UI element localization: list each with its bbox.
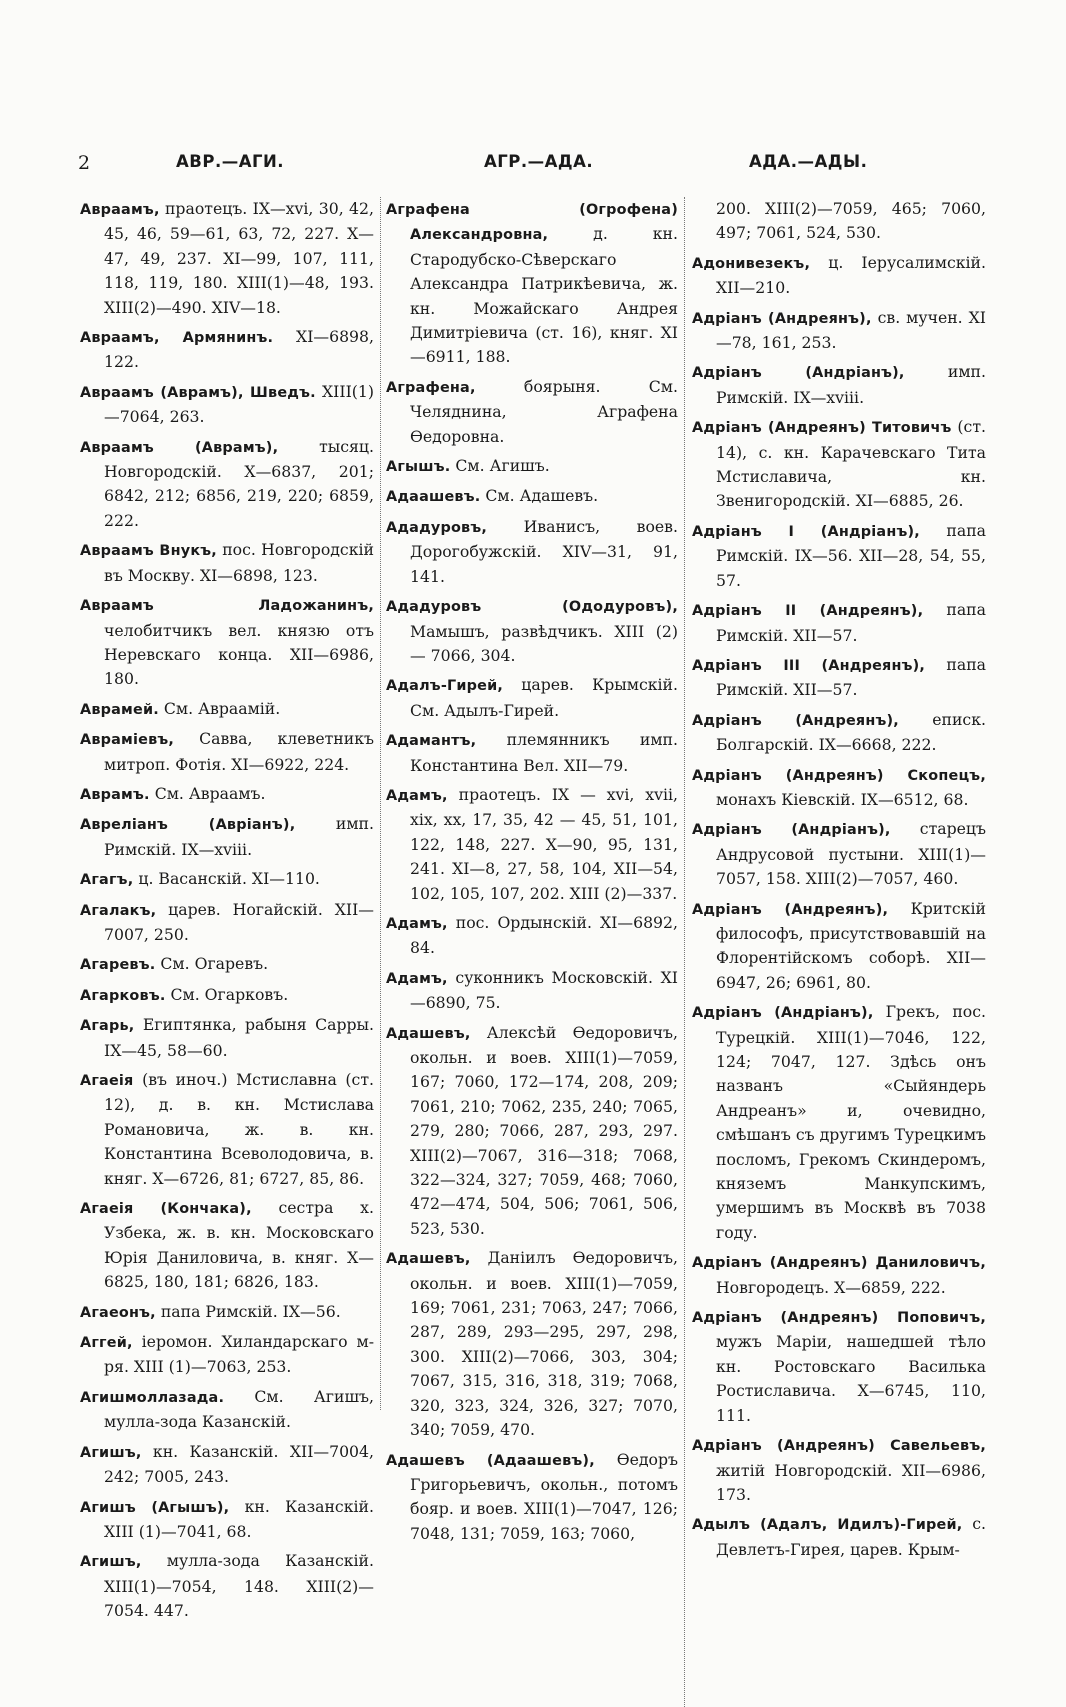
- entry-text: Новгородецъ. X—6859, 222.: [716, 1277, 946, 1297]
- running-head-left: АВР.—АГИ.: [176, 152, 285, 171]
- entry-headword: Адріанъ (Андреянъ) Даниловичъ,: [692, 1255, 986, 1272]
- index-entry: [692, 1512, 986, 1562]
- entry-headword: Адріанъ (Андреянъ) Титовичъ: [692, 420, 952, 437]
- index-entry: [80, 1385, 374, 1435]
- entry-text: Өедоръ Григорьевичъ, окольн., потомъ бояр. и воев. XIII(1)—7047, 126; 7048, 131; 7059, 163; 7060,: [410, 1449, 678, 1543]
- entry-text: д. кн. Стародубско-Сѣверскаго Александра Патрикѣевича, ж. кн. Можайскаго Андрея Димитріевича (ст. 16), княг. XI—6911, 188.: [410, 224, 678, 367]
- entry-text: племянникъ имп. Константина Вел. XII—79.: [410, 730, 678, 775]
- running-head-right: АДА.—АДЫ.: [749, 152, 868, 171]
- index-entry: [80, 380, 374, 430]
- entry-headword: Адашевъ,: [386, 1025, 471, 1042]
- index-entry: [80, 1013, 374, 1063]
- index-entry: [80, 1330, 374, 1380]
- entry-text: папа Римскій. XII—57.: [716, 654, 986, 700]
- entry-headword: Адріанъ (Андріанъ),: [692, 365, 905, 382]
- entry-text: имп. Римскій. IX—xviii.: [716, 362, 987, 407]
- index-entry: [80, 812, 374, 862]
- entry-headword: Авраамъ (Аврамъ),: [80, 439, 279, 456]
- entry-text: іеромон. Хиландарскаго м-ря. XIII (1)—7063, 253.: [104, 1332, 374, 1377]
- entry-text: См. Адашевъ.: [480, 486, 599, 506]
- entry-text: суконникъ Московскій. XI—6890, 75.: [410, 967, 678, 1013]
- entry-text: царев. Крымскій. См. Адылъ-Гирей.: [410, 675, 678, 720]
- page-header: [78, 152, 998, 182]
- entry-text: ц. Іерусалимскій. XII—210.: [716, 252, 986, 298]
- entry-text: кн. Казанскій. XII—7004, 242; 7005, 243.: [104, 1441, 374, 1487]
- index-entry: [386, 197, 678, 370]
- index-entry: [80, 538, 374, 588]
- entry-text: царев. Ногайскій. XII—7007, 250.: [104, 899, 374, 944]
- entry-headword: Адріанъ (Андреянъ) Савельевъ,: [692, 1438, 986, 1455]
- entry-headword: Адріанъ (Андреянъ),: [692, 901, 889, 918]
- entry-headword: Агаеія (Кончака),: [80, 1201, 252, 1218]
- entry-headword: Аврамей.: [80, 701, 159, 718]
- entry-text: Алексѣй Өедоровичъ, окольн. и воев. XIII(1)—7059, 167; 7060, 172—174, 208, 209; 7061, 210; 7062, 235, 240; 7065, 279, 280; 7066, 287, 293, 297. XIII(2)—7067, 316—318; 7068, 322—324, 327; 7059, 468; 7060, 472—474, 504, 506; 7061, 506, 523, 530.: [410, 1022, 678, 1238]
- index-entry: [692, 197, 986, 246]
- entry-text: Критскій философъ, присутствовавшій на Флорентійскомъ соборѣ. XII—6947, 26; 6961, 80.: [716, 898, 986, 992]
- entry-text: мужъ Маріи, нашедшей тѣло кн. Ростовскаго Василька Ростиславича. X—6745, 110, 111.: [716, 1332, 986, 1425]
- entry-text: пос. Новгородскій въ Москву. XI—6898, 123.: [104, 540, 374, 585]
- index-entry: [692, 817, 986, 891]
- entry-headword: Адаашевъ.: [386, 489, 481, 506]
- entry-headword: Агаеія: [80, 1073, 134, 1089]
- entry-text: См. Агишъ.: [450, 456, 550, 476]
- index-column-3: [692, 197, 986, 1567]
- index-entry: [80, 867, 374, 892]
- index-entry: [386, 375, 678, 449]
- entry-text: папа Римскій. IX—56.: [155, 1301, 341, 1321]
- entry-text: Мамышъ, развѣдчикъ. XIII (2) — 7066, 304.: [410, 621, 678, 665]
- entry-headword: Адалъ-Гирей,: [386, 678, 504, 695]
- index-entry: [80, 435, 374, 534]
- entry-headword: Агышъ.: [386, 459, 451, 476]
- entry-headword: Адашевъ (Адаашевъ),: [386, 1452, 595, 1469]
- entry-headword: Агагъ,: [80, 872, 134, 889]
- entry-text: См. Огарковъ.: [165, 984, 289, 1004]
- index-entry: [386, 515, 678, 589]
- index-entry: [386, 1021, 678, 1242]
- entry-text: праотецъ. IX—xvi, 30, 42, 45, 46, 59—61, 63, 72, 227. X—47, 49, 237. XI—99, 107, 111, 118, 119, 180. XIII(1)—48, 193. XIII(2)—490. XIV—18.: [104, 199, 374, 317]
- entry-text: пос. Ордынскій. XI—6892, 84.: [410, 912, 678, 958]
- index-entry: [80, 727, 374, 777]
- entry-headword: Аграфена (Огрофена) Александровна,: [386, 202, 678, 244]
- entry-headword: Авреліанъ (Авріанъ),: [80, 817, 296, 834]
- index-entry: [386, 594, 678, 668]
- index-entry: [386, 1448, 678, 1547]
- index-entry: [692, 1305, 986, 1428]
- entry-text: мулла-зода Казанскій. XIII(1)—7054, 148. XIII(2)—7054. 447.: [104, 1551, 374, 1621]
- entry-text: св. мучен. XI—78, 161, 253.: [716, 307, 986, 353]
- entry-text: XI—6898, 122.: [104, 327, 375, 372]
- index-entry: [386, 1246, 678, 1442]
- index-entry: [692, 653, 986, 703]
- index-entry: [80, 325, 374, 375]
- index-column-1: [80, 197, 374, 1629]
- entry-text: монахъ Кіевскій. IX—6512, 68.: [716, 789, 969, 809]
- entry-headword: Адріанъ (Андреянъ) Скопецъ,: [692, 767, 986, 784]
- entry-text: Грекъ, пос. Турецкій. XIII(1)—7046, 122, 124; 7047, 127. Здѣсь онъ названъ «Сыйяндерь Андреанъ» и, очевидно, смѣшанъ съ другимъ Турецкимъ посломъ, Грекомъ Скиндеромъ, княземъ Манкупскимъ, умершимъ въ Москвѣ въ 7038 году.: [716, 1002, 986, 1242]
- entry-headword: Адріанъ (Андріанъ),: [692, 1005, 874, 1022]
- index-entry: [386, 728, 678, 778]
- entry-headword: Агарь,: [80, 1018, 135, 1035]
- entry-text: еписк. Болгарскій. IX—6668, 222.: [716, 709, 987, 755]
- entry-headword: Адылъ (Адалъ, Идилъ)-Гирей,: [692, 1517, 963, 1534]
- index-entry: [80, 1196, 374, 1295]
- entry-text: старецъ Андрусовой пустыни. XIII(1)—7057, 158. XIII(2)—7057, 460.: [716, 819, 986, 889]
- entry-headword: Адріанъ III (Андреянъ),: [692, 657, 926, 674]
- entry-headword: Адонивезекъ,: [692, 255, 811, 272]
- entry-headword: Адамъ,: [386, 915, 448, 932]
- index-entry: [692, 763, 986, 813]
- entry-headword: Авраамъ,: [80, 202, 160, 218]
- index-entry: [80, 697, 374, 722]
- index-entry: [692, 519, 986, 593]
- entry-text: Савва, клеветникъ митроп. Фотія. XI—6922, 224.: [104, 729, 374, 774]
- entry-headword: Агишмоллазада.: [80, 1389, 225, 1406]
- index-entry: [692, 415, 986, 514]
- entry-text: См. Авраамъ.: [149, 783, 266, 803]
- entry-headword: Адашевъ,: [386, 1251, 471, 1268]
- entry-headword: Адріанъ II (Андреянъ),: [692, 603, 924, 620]
- entry-headword: Адріанъ I (Андріанъ),: [692, 523, 920, 540]
- entry-text: житій Новгородскій. XII—6986, 173.: [716, 1460, 986, 1504]
- entry-headword: Ададуровъ,: [386, 519, 488, 536]
- entry-headword: Аграфена,: [386, 379, 476, 396]
- entry-headword: Агаеонъ,: [80, 1304, 156, 1321]
- entry-text: с. Девлетъ-Гирея, царев. Крым-: [716, 1514, 986, 1559]
- entry-text: праотецъ. IX — xvi, xvii, xix, xx, 17, 35, 42 — 45, 51, 101, 122, 148, 227. X—90, 95, 131, 241. XI—8, 27, 58, 104, XII—54, 102, 105, 107, 202. XIII (2)—337.: [410, 784, 678, 903]
- column-divider: [380, 197, 381, 1410]
- entry-headword: Авраміевъ,: [80, 732, 175, 749]
- index-entry: [386, 673, 678, 723]
- index-entry: [692, 360, 986, 410]
- entry-text: тысяц. Новгородскій. X—6837, 201; 6842, 212; 6856, 219, 220; 6859, 222.: [104, 436, 374, 530]
- entry-text: сестра х. Узбека, ж. в. кн. Московскаго Юрія Даниловича, в. княг. X—6825, 180, 181; 6826, 183.: [104, 1198, 374, 1292]
- index-entry: [80, 1440, 374, 1490]
- entry-headword: Аггей,: [80, 1335, 133, 1352]
- entry-headword: Аврамъ.: [80, 786, 150, 803]
- column-divider: [684, 197, 685, 1707]
- entry-headword: Агишъ,: [80, 1554, 142, 1571]
- entry-text: имп. Римскій. IX—xviii.: [104, 814, 375, 859]
- index-entry: [386, 783, 678, 906]
- index-column-2: [386, 197, 678, 1551]
- entry-headword: Агаревъ.: [80, 957, 156, 974]
- entry-text: Иванисъ, воев. Дорогобужскій. XIV—31, 91, 141.: [410, 516, 678, 586]
- index-entry: [692, 251, 986, 301]
- index-entry: [692, 306, 986, 356]
- entry-text: папа Римскій. XII—57.: [716, 600, 986, 645]
- entry-text: 200. XIII(2)—7059, 465; 7060, 497; 7061, 524, 530.: [716, 199, 986, 243]
- index-entry: [692, 598, 986, 648]
- index-entry: [80, 983, 374, 1008]
- entry-headword: Авраамъ Внукъ,: [80, 543, 217, 560]
- index-entry: [692, 897, 986, 996]
- entry-text: См. Агишъ, мулла-зода Казанскій.: [104, 1386, 374, 1432]
- entry-headword: Адріанъ (Андреянъ),: [692, 310, 872, 327]
- index-entry: [80, 1495, 374, 1545]
- entry-text: папа Римскій. IX—56. XII—28, 54, 55, 57.: [716, 520, 986, 590]
- entry-text: кн. Казанскій. XIII (1)—7041, 68.: [104, 1496, 374, 1541]
- index-entry: [80, 782, 374, 807]
- entry-text: Даніилъ Өедоровичъ, окольн. и воев. XIII(1)—7059, 169; 7061, 231; 7063, 247; 7066, 287, 289, 293—295, 297, 298, 300. XIII(2)—7066, 303, 304; 7067, 315, 316, 318, 319; 7068, 320, 323, 324, 326, 327; 7070, 340; 7059, 470.: [410, 1248, 678, 1440]
- entry-headword: Авраамъ Ладожанинъ,: [80, 598, 374, 615]
- entry-text: Египтянка, рабыня Сарры. IX—45, 58—60.: [104, 1015, 374, 1060]
- entry-text: (въ иноч.) Мстиславна (ст. 12), д. в. кн. Мстислава Романовича, ж. в. кн. Константина Всеволодовича, в. княг. X—6726, 81; 6727, 85, 86.: [104, 1070, 374, 1188]
- entry-text: челобитчикъ вел. князю отъ Неревскаго конца. XII—6986, 180.: [104, 620, 374, 689]
- entry-text: боярыня. См. Челяднина, Аграфена Өедоровна.: [410, 376, 678, 446]
- entry-headword: Адамантъ,: [386, 733, 477, 750]
- index-entry: [692, 708, 986, 758]
- index-entry: [80, 1068, 374, 1191]
- entry-headword: Ададуровъ (Ододуровъ),: [386, 599, 678, 616]
- entry-headword: Адріанъ (Андреянъ),: [692, 712, 899, 729]
- index-entry: [386, 484, 678, 509]
- entry-text: См. Авраамій.: [158, 698, 281, 718]
- index-entry: [80, 898, 374, 948]
- entry-headword: Агалакъ,: [80, 902, 157, 919]
- index-entry: [386, 911, 678, 961]
- entry-text: (ст. 14), с. кн. Карачевскаго Тита Мстиславича, кн. Звенигородскій. XI—6885, 26.: [716, 417, 986, 511]
- entry-headword: Агишъ (Агышъ),: [80, 1499, 230, 1516]
- index-entry: [692, 1433, 986, 1507]
- entry-headword: Адріанъ (Андреянъ) Поповичъ,: [692, 1310, 986, 1327]
- index-entry: [80, 197, 374, 320]
- index-entry: [80, 952, 374, 977]
- index-entry: [386, 966, 678, 1016]
- entry-text: См. Огаревъ.: [155, 954, 269, 974]
- entry-headword: Адамъ,: [386, 787, 448, 804]
- entry-headword: Адамъ,: [386, 970, 448, 987]
- page-number: 2: [78, 152, 91, 174]
- index-entry: [80, 1549, 374, 1623]
- entry-text: XIII(1)—7064, 263.: [104, 381, 374, 427]
- entry-headword: Авраамъ (Аврамъ), Шведъ.: [80, 384, 316, 401]
- index-entry: [386, 454, 678, 479]
- index-entry: [692, 1000, 986, 1245]
- entry-headword: Адріанъ (Андріанъ),: [692, 822, 891, 839]
- entry-headword: Агарковъ.: [80, 987, 166, 1004]
- running-head-center: АГР.—АДА.: [484, 152, 594, 171]
- index-entry: [80, 593, 374, 692]
- index-entry: [80, 1300, 374, 1325]
- entry-text: ц. Васанскій. XI—110.: [133, 869, 320, 889]
- entry-headword: Авраамъ, Армянинъ.: [80, 330, 274, 347]
- index-entry: [692, 1250, 986, 1300]
- entry-headword: Агишъ,: [80, 1444, 142, 1461]
